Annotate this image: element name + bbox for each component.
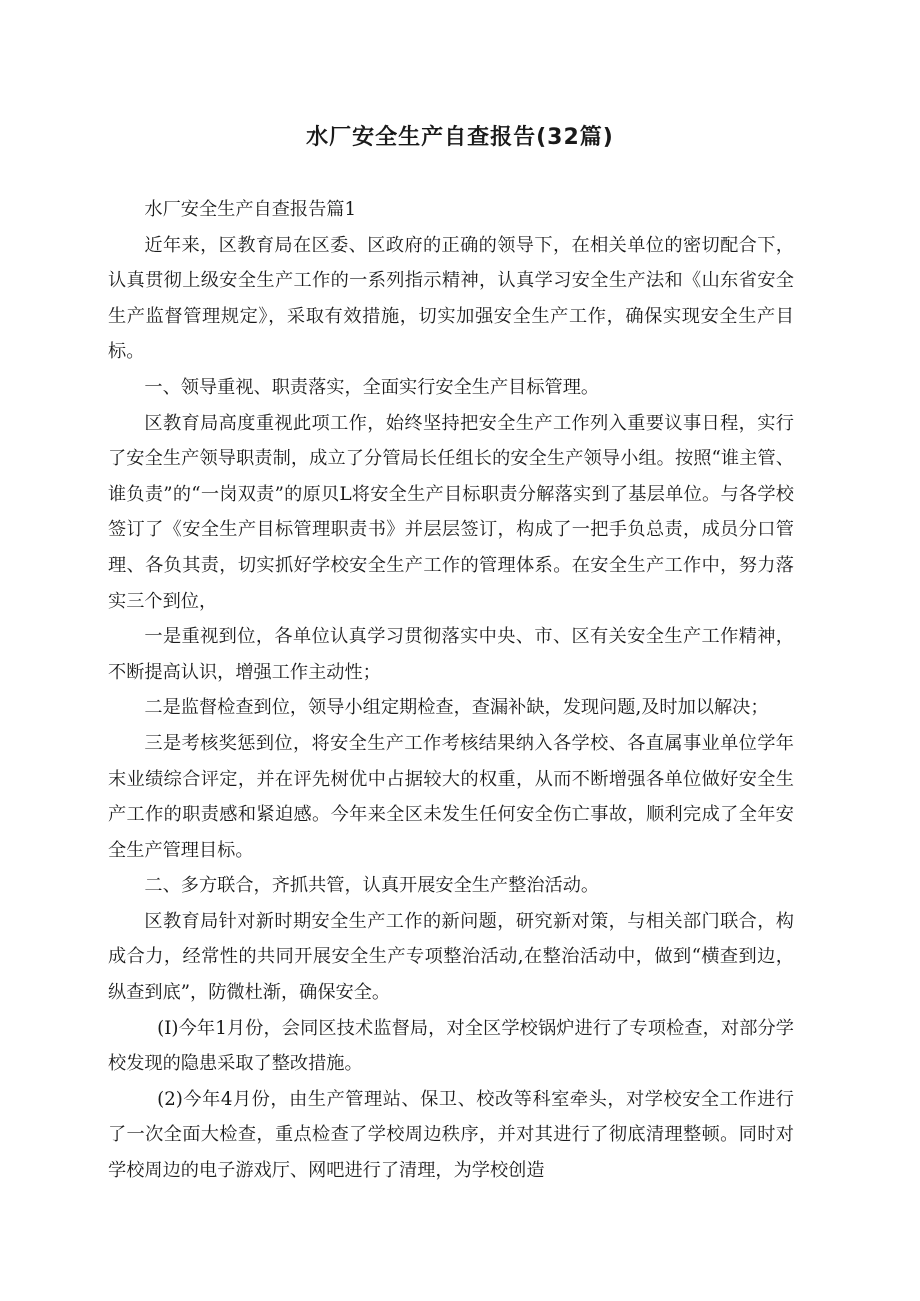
body-paragraph: 二是监督检查到位，领导小组定期检查，查漏补缺，发现问题,及时加以解决；: [144, 697, 769, 719]
body-paragraph: 一、领导重视、职责落实，全面实行安全生产目标管理。: [144, 376, 600, 398]
body-paragraph: 一是重视到位，各单位认真学习贯彻落实中央、市、区有关安全生产工作精神，不断提高认识，增强工作主动性；: [108, 626, 794, 683]
body-paragraph: (2)今年4月份，由生产管理站、保卫、校改等科室牵头，对学校安全工作进行了一次全面大检查，重点检查了学校周边秩序，并对其进行了彻底清理整顿。同时对学校周边的电子游戏厅、网吧进行了清理，为学校创造: [108, 1088, 794, 1182]
body-paragraph: (I)今年1月份，会同区技术监督局，对全区学校锅炉进行了专项检查，对部分学校发现的隐患采取了整改措施。: [108, 1017, 794, 1075]
document-title: 水厂安全生产自查报告(32篇): [306, 125, 614, 150]
body-paragraph: 近年来，区教育局在区委、区政府的正确的领导下，在相关单位的密切配合下，认真贯彻上级安全生产工作的一系列指示精神，认真学习安全生产法和《山东省安全生产监督管理规定》，采取有效措施，切实加强安全生产工作，确保实现安全生产目标。: [108, 234, 794, 363]
body-paragraph: 三是考核奖惩到位，将安全生产工作考核结果纳入各学校、各直属事业单位学年末业绩综合评定，并在评先树优中占据较大的权重，从而不断增强各单位做好安全生产工作的职责感和紧迫感。今年来全区未发生任何安全伤亡事故，顺利完成了全年安全生产管理目标。: [108, 732, 794, 861]
body-paragraph: 区教育局高度重视此项工作，始终坚持把安全生产工作列入重要议事日程，实行了安全生产领导职责制，成立了分管局长任组长的安全生产领导小组。按照“谁主管、谁负责”的“一岗双责”的原贝L将安全生产目标职责分解落实到了基层单位。与各学校签订了《安全生产目标管理职责书》并层层签订，构成了一把手负总责，成员分口管理、各负其责，切实抓好学校安全生产工作的管理体系。在安全生产工作中，努力落实三个到位，: [108, 412, 794, 612]
document-body: [108, 192, 794, 1189]
body-paragraph: 区教育局针对新时期安全生产工作的新问题，研究新对策，与相关部门联合，构成合力，经常性的共同开展安全生产专项整治活动,在整治活动中，做到“横查到边，纵查到底”，防微杜渐，确保安全。: [108, 910, 794, 1004]
section-heading: 水厂安全生产自查报告篇1: [144, 199, 357, 220]
body-paragraph: 二、多方联合，齐抓共管，认真开展安全生产整治活动。: [144, 875, 600, 897]
